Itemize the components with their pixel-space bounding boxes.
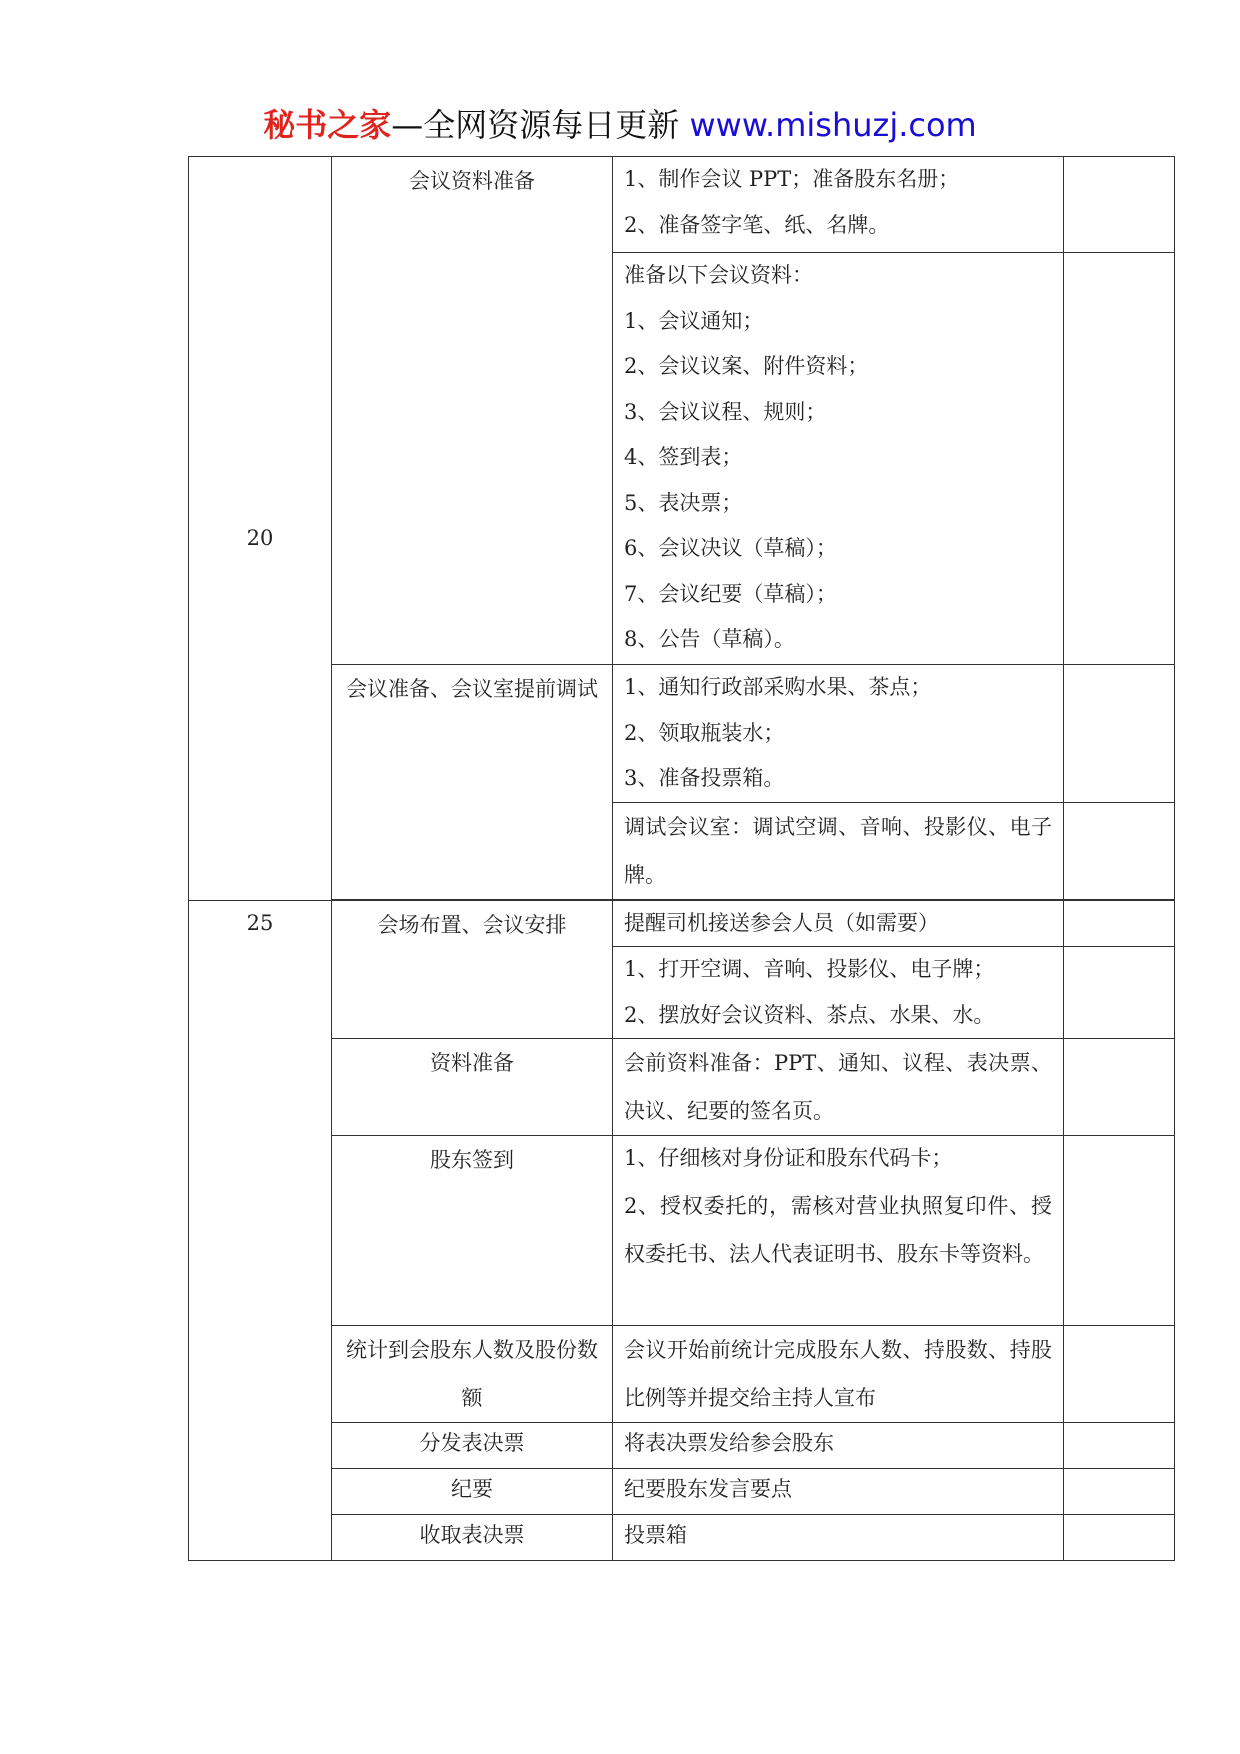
detail-line: 2、准备签字笔、纸、名牌。 [624,212,890,237]
item-cell [332,665,613,900]
detail-line: 3、会议议程、规则； [624,399,827,424]
table-row [189,1039,1175,1136]
item-label: 统计到会股东人数及股份数额 [346,1338,598,1410]
detail-line: 4、签到表； [624,445,743,469]
detail-cell [613,1469,1064,1515]
detail-line: 纪要股东发言要点 [624,1477,792,1501]
check-cell[interactable] [1064,1136,1175,1326]
item-cell [332,1136,613,1326]
detail-line: 2、摆放好会议资料、茶点、水果、水。 [624,1002,995,1027]
check-cell[interactable] [1064,900,1175,947]
brand-name: 秘书之家 [263,106,392,144]
table-row [189,1469,1175,1515]
detail-text: 会前资料准备：PPT、通知、议程、表决票、决议、纪要的签名页。 [624,1051,1052,1123]
header-slogan: —全网资源每日更新 [391,106,680,144]
check-cell[interactable] [1064,1423,1175,1469]
check-cell[interactable] [1064,1039,1175,1136]
item-label: 会场布置、会议安排 [377,912,567,937]
item-label: 资料准备 [430,1051,514,1075]
detail-line: 提醒司机接送参会人员（如需要） [624,910,939,935]
detail-cell [613,665,1064,803]
detail-cell [613,900,1064,947]
item-cell [332,1039,613,1136]
table-row [189,900,1175,947]
detail-cell [613,947,1064,1039]
time-cell [189,157,332,901]
time-value: 20 [246,526,274,551]
detail-line: 1、打开空调、音响、投影仪、电子牌； [624,957,995,981]
detail-line: 1、仔细核对身份证和股东代码卡； [624,1146,953,1170]
detail-line: 1、通知行政部采购水果、茶点； [624,675,932,699]
detail-cell [613,802,1064,899]
table-row [189,1515,1175,1561]
table-row [189,1423,1175,1469]
detail-line: 1、会议通知； [624,308,764,333]
check-cell[interactable] [1064,157,1175,253]
detail-cell [613,1423,1064,1469]
item-cell [332,1515,613,1561]
page-header [0,100,1240,150]
table-row [189,1136,1175,1326]
item-label: 会议资料准备 [409,169,535,193]
item-label: 纪要 [451,1477,493,1501]
item-cell [332,1423,613,1469]
detail-cell [613,1039,1064,1136]
check-cell[interactable] [1064,253,1175,665]
check-cell[interactable] [1064,947,1175,1039]
table-row [189,1326,1175,1423]
detail-text: 会议开始前统计完成股东人数、持股数、持股比例等并提交给主持人宣布 [624,1338,1052,1410]
item-cell [332,1326,613,1423]
check-cell[interactable] [1064,1469,1175,1515]
detail-line: 将表决票发给参会股东 [624,1431,834,1455]
detail-cell [613,1515,1064,1561]
detail-line: 准备以下会议资料： [624,263,813,287]
check-cell[interactable] [1064,1515,1175,1561]
check-cell[interactable] [1064,1326,1175,1423]
item-label: 股东签到 [430,1148,514,1172]
detail-line: 2、会议议案、附件资料； [624,354,869,378]
item-cell [332,1469,613,1515]
detail-line: 投票箱 [624,1523,687,1547]
detail-line: 6、会议决议（草稿）； [624,536,837,560]
detail-line: 7、会议纪要（草稿）； [624,581,837,606]
detail-text: 2、授权委托的，需核对营业执照复印件、授权委托书、法人代表证明书、股东卡等资料。 [624,1193,1052,1266]
detail-line: 5、表决票； [624,490,743,515]
detail-cell [613,1326,1064,1423]
detail-cell [613,253,1064,665]
check-cell[interactable] [1064,665,1175,803]
detail-cell [613,157,1064,253]
detail-line: 3、准备投票箱。 [624,766,785,790]
detail-line: 2、领取瓶装水； [624,720,785,745]
item-cell [332,157,613,665]
item-label: 收取表决票 [419,1523,525,1547]
detail-cell [613,1136,1064,1326]
meeting-plan-table [188,156,1175,1561]
check-cell[interactable] [1064,802,1175,899]
detail-text: 调试会议室：调试空调、音响、投影仪、电子牌。 [624,814,1052,887]
table-row [189,665,1175,803]
site-url-link[interactable]: www.mishuzj.com [689,106,977,144]
time-value: 25 [246,910,274,935]
item-label: 分发表决票 [419,1431,525,1455]
table-row [189,157,1175,253]
detail-line: 1、制作会议 PPT；准备股东名册； [624,167,960,191]
time-cell [189,900,332,1561]
detail-line: 8、公告（草稿）。 [624,627,795,651]
item-cell [332,900,613,1039]
item-label: 会议准备、会议室提前调试 [346,677,598,701]
